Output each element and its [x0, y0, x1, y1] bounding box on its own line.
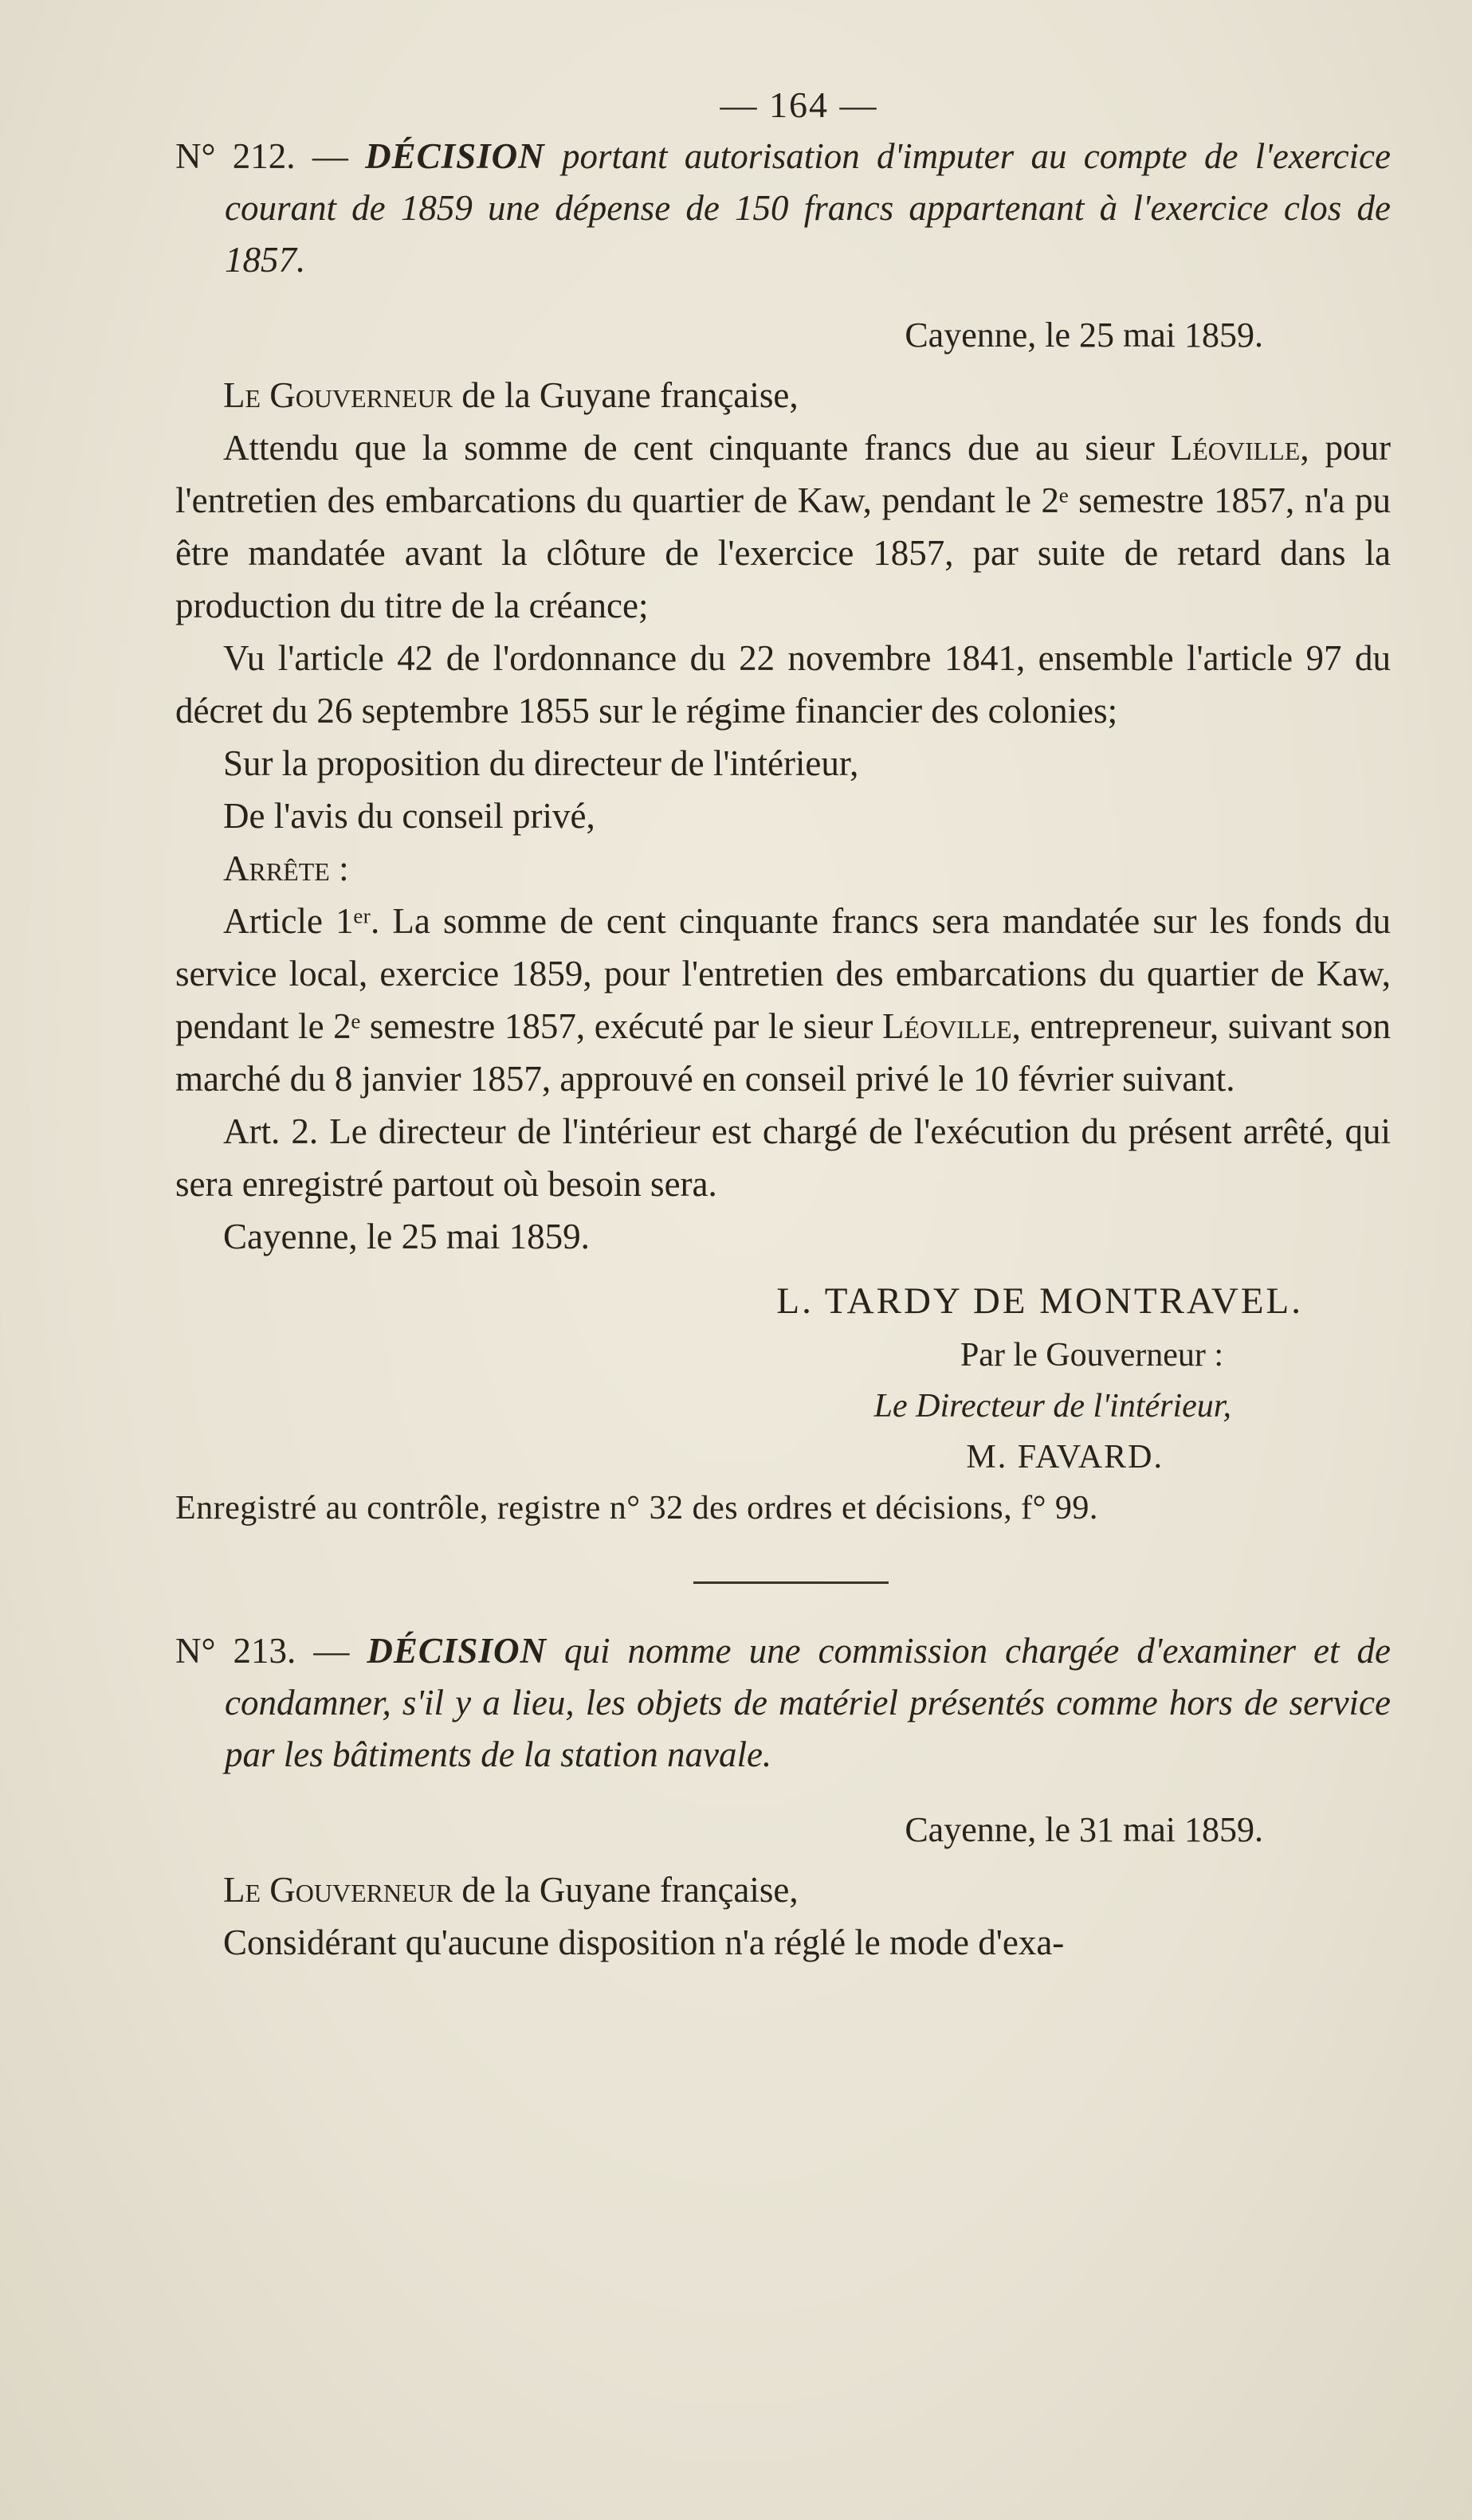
decision-212-director-title: Le Directeur de l'intérieur,	[873, 1388, 1231, 1425]
decision-213-description: qui nomme une commission chargée d'examiner et de condamner, s'il y a lieu, les objets de matériel présentés comme hors de service par les bâtiments de la station navale.	[225, 1631, 1392, 1774]
decision-212-vu: Vu l'article 42 de l'ordonnance du 22 novembre 1841, ensemble l'article 97 du décret du 26 septembre 1855 sur le régime financier des colonies;	[175, 638, 1391, 731]
decision-212-article-2: Art. 2. Le directeur de l'intérieur est chargé de l'exécution du présent arrêté, qui sera enregistré partout où besoin sera.	[175, 1111, 1391, 1204]
governor-rest: de la Guyane française,	[453, 375, 799, 415]
decision-212-heading	[175, 131, 1391, 286]
decision-213-keyword: DÉCISION	[367, 1631, 547, 1671]
attendu-text-2: , pour l'entretien des embarcations du quartier de Kaw, pendant le 2ᵉ semestre 1857, n'a pu être mandatée avant la clôture de l'exercice 1857, par suite de retard dans la production du titre de la créance;	[175, 428, 1391, 625]
decision-212-de: De l'avis du conseil privé,	[223, 796, 595, 836]
section-divider	[693, 1581, 889, 1584]
governor-title-213: Le Gouverneur	[223, 1870, 453, 1910]
decision-213-governor-line	[175, 1864, 1391, 1916]
decision-212-arrete: Arrête :	[223, 848, 349, 888]
governor-rest-213: de la Guyane française,	[453, 1870, 799, 1910]
decision-212-closing-date: Cayenne, le 25 mai 1859.	[223, 1217, 590, 1256]
decision-213-heading	[175, 1625, 1391, 1781]
page-text	[175, 84, 1391, 1969]
attendu-name: Léoville	[1170, 428, 1301, 468]
page-number: — 164 —	[720, 84, 878, 125]
decision-212-number: N° 212.	[175, 136, 296, 176]
governor-title: Le Gouverneur	[223, 375, 453, 415]
decision-213-considerant: Considérant qu'aucune disposition n'a réglé le mode d'exa-	[223, 1922, 1065, 1962]
decision-212-keyword: DÉCISION	[365, 136, 545, 176]
decision-212-place-date: Cayenne, le 25 mai 1859.	[905, 315, 1263, 355]
decision-212-signature: L. TARDY DE MONTRAVEL.	[776, 1280, 1303, 1322]
decision-212-registration: Enregistré au contrôle, registre n° 32 des ordres et décisions, f° 99.	[175, 1490, 1098, 1527]
article-1-text-b: , entrepreneur, suivant son marché du 8 janvier 1857, approuvé en conseil privé le 10 février suivant.	[175, 1006, 1391, 1099]
decision-212-attendu	[175, 421, 1391, 632]
article-1-name: Léoville	[882, 1006, 1012, 1046]
decision-212-by-governor: Par le Gouverneur :	[960, 1337, 1223, 1374]
decision-212-dash: —	[312, 136, 348, 176]
decision-212-sur: Sur la proposition du directeur de l'intérieur,	[223, 743, 859, 783]
article-1-text-a: Article 1ᵉʳ. La somme de cent cinquante francs sera mandatée sur les fonds du service local, exercice 1859, pour l'entretien des embarcations du quartier de Kaw, pendant le 2ᵉ semestre 1857, exécuté par le sieur	[175, 901, 1391, 1046]
decision-213-place-date: Cayenne, le 31 mai 1859.	[905, 1810, 1263, 1849]
attendu-text-1: Attendu que la somme de cent cinquante francs due au sieur	[223, 428, 1171, 468]
decision-212-description: portant autorisation d'imputer au compte de l'exercice courant de 1859 une dépense de 150 francs appartenant à l'exercice clos de 1857.	[225, 136, 1392, 280]
decision-212-director-name: M. FAVARD.	[966, 1439, 1164, 1476]
decision-212-governor-line	[175, 369, 1391, 421]
decision-213-dash: —	[313, 1631, 350, 1671]
decision-213-number: N° 213.	[175, 1631, 296, 1671]
decision-212-article-1	[175, 895, 1391, 1105]
